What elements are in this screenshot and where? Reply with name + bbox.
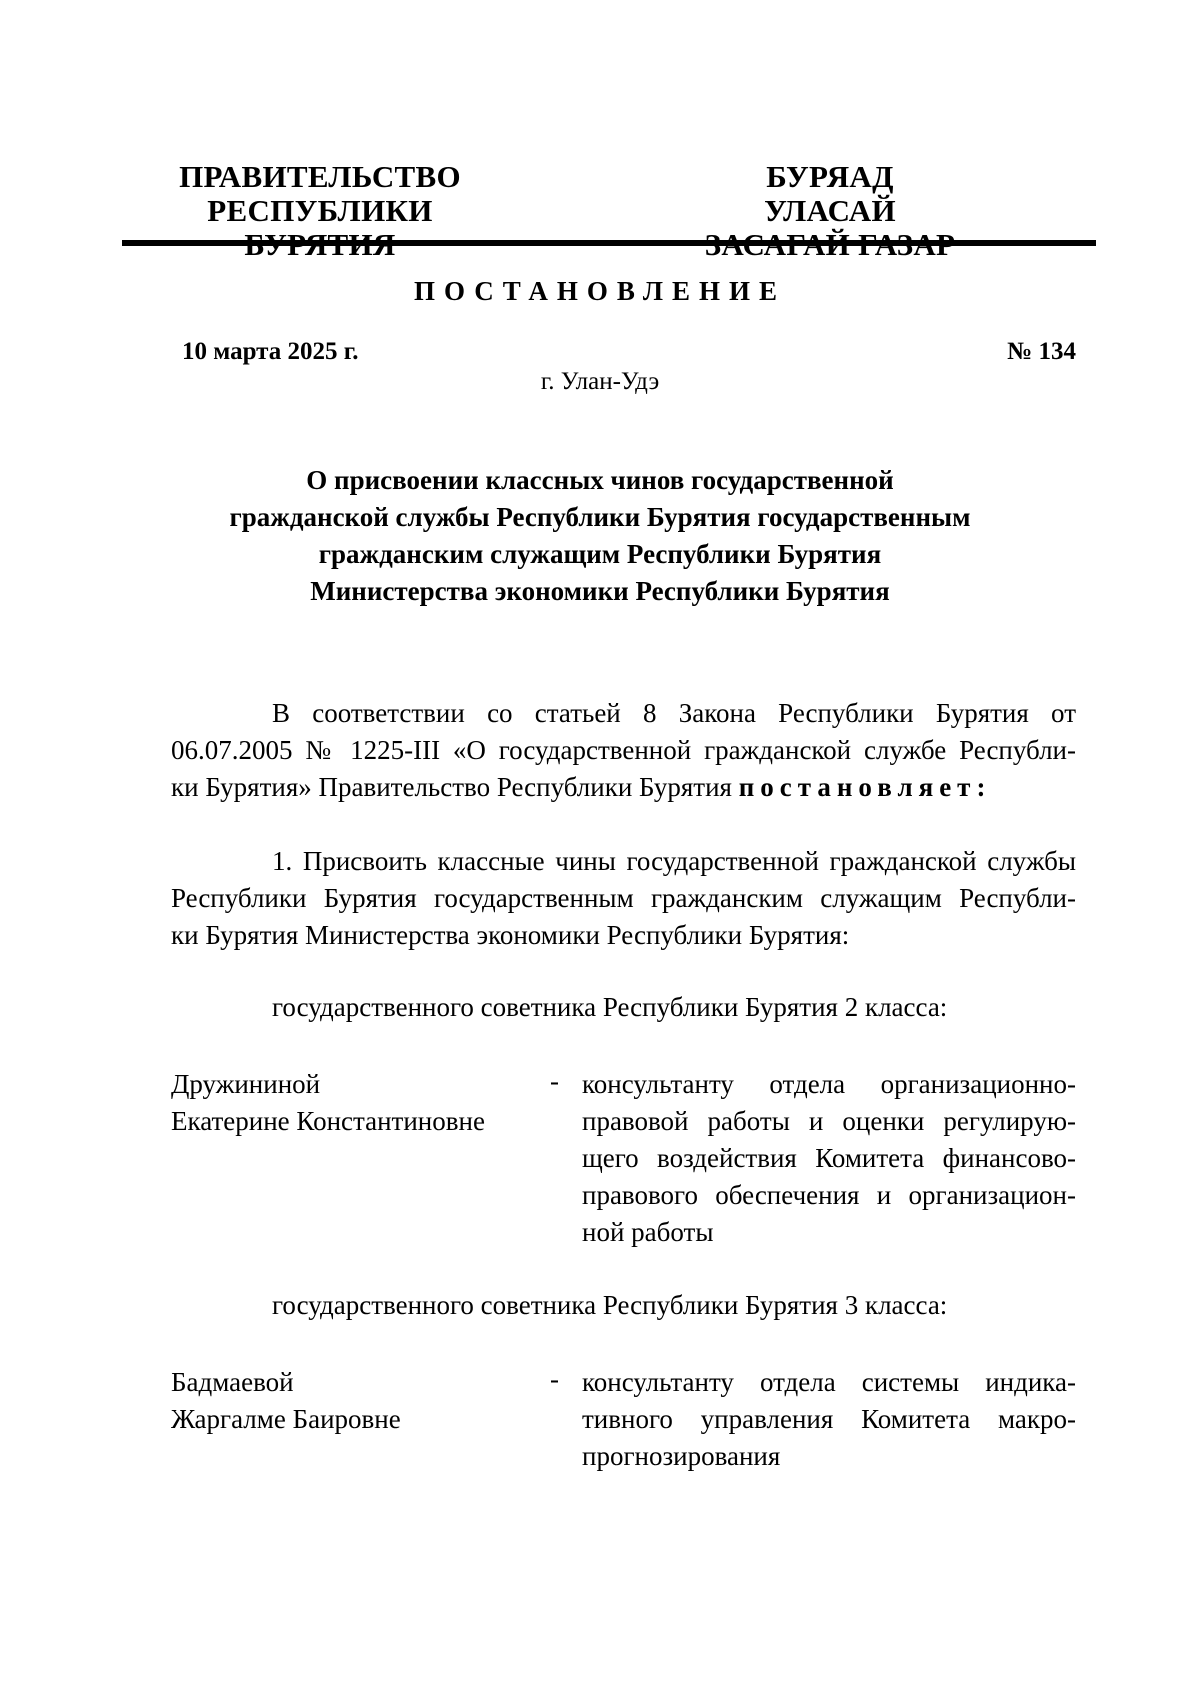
person-name — [171, 1364, 541, 1438]
paragraph-line: 1. Присвоить классные чины государственной гражданской службы — [272, 846, 1076, 876]
person-surname: Бадмаевой — [171, 1367, 294, 1397]
position-line: консультанту отдела организационно- — [582, 1069, 1076, 1099]
separator-dash: - — [550, 1364, 559, 1394]
rank-heading: государственного советника Республики Бурятия 3 класса: — [272, 1290, 948, 1320]
paragraph-line: ки Бурятия Министерства экономики Республики Бурятия: — [171, 920, 850, 950]
title-line: гражданской службы Республики Бурятия государственным — [229, 502, 971, 532]
resolves-word: постановляет: — [738, 772, 992, 802]
preamble-paragraph — [171, 695, 1076, 806]
position-line: консультанту отдела системы индика- — [582, 1367, 1076, 1397]
position-line: тивного управления Комитета макро- — [582, 1404, 1076, 1434]
title-line: Министерства экономики Республики Бурятия — [310, 576, 890, 606]
position-line: правового обеспечения и организацион- — [582, 1180, 1076, 1210]
paragraph-line: В соответствии со статьей 8 Закона Республики Бурятия от — [272, 698, 1076, 728]
document-type: ПОСТАНОВЛЕНИЕ — [413, 276, 787, 306]
document-title — [150, 462, 1050, 610]
government-name-russian — [150, 160, 490, 262]
person-position — [582, 1066, 1076, 1251]
paragraph-line: 06.07.2005 № 1225-III «О государственной гражданской службе Республи- — [171, 735, 1076, 765]
header-divider — [122, 240, 1096, 246]
government-name-line: РЕСПУБЛИКИ — [207, 193, 433, 228]
title-line: гражданским служащим Республики Бурятия — [318, 539, 882, 569]
government-name-line: БУРЯАД УЛАСАЙ — [764, 159, 896, 228]
rank-heading: государственного советника Республики Бурятия 2 класса: — [272, 992, 948, 1022]
separator-dash: - — [550, 1066, 559, 1096]
document-date: 10 марта 2025 г. — [182, 338, 359, 365]
document-number: № 134 — [1007, 338, 1076, 365]
person-given-names: Жаргалме Баировне — [171, 1404, 401, 1434]
paragraph-text: ки Бурятия» Правительство Республики Бурятия — [171, 772, 732, 802]
government-name-buryat — [700, 160, 960, 262]
title-line: О присвоении классных чинов государственной — [306, 465, 894, 495]
paragraph-line: Республики Бурятия государственным гражданским служащим Республи- — [171, 883, 1076, 913]
person-given-names: Екатерине Константиновне — [171, 1106, 485, 1136]
document-city: г. Улан-Удэ — [540, 368, 660, 395]
paragraph-line — [171, 769, 1076, 806]
person-name — [171, 1066, 541, 1140]
position-line: ной работы — [582, 1217, 714, 1247]
position-line: щего воздействия Комитета финансово- — [582, 1143, 1076, 1173]
item-1-paragraph — [171, 843, 1076, 954]
government-name-line: ПРАВИТЕЛЬСТВО — [179, 159, 461, 194]
person-surname: Дружининой — [171, 1069, 321, 1099]
position-line: правовой работы и оценки регулирую- — [582, 1106, 1076, 1136]
person-position — [582, 1364, 1076, 1475]
position-line: прогнозирования — [582, 1441, 781, 1471]
